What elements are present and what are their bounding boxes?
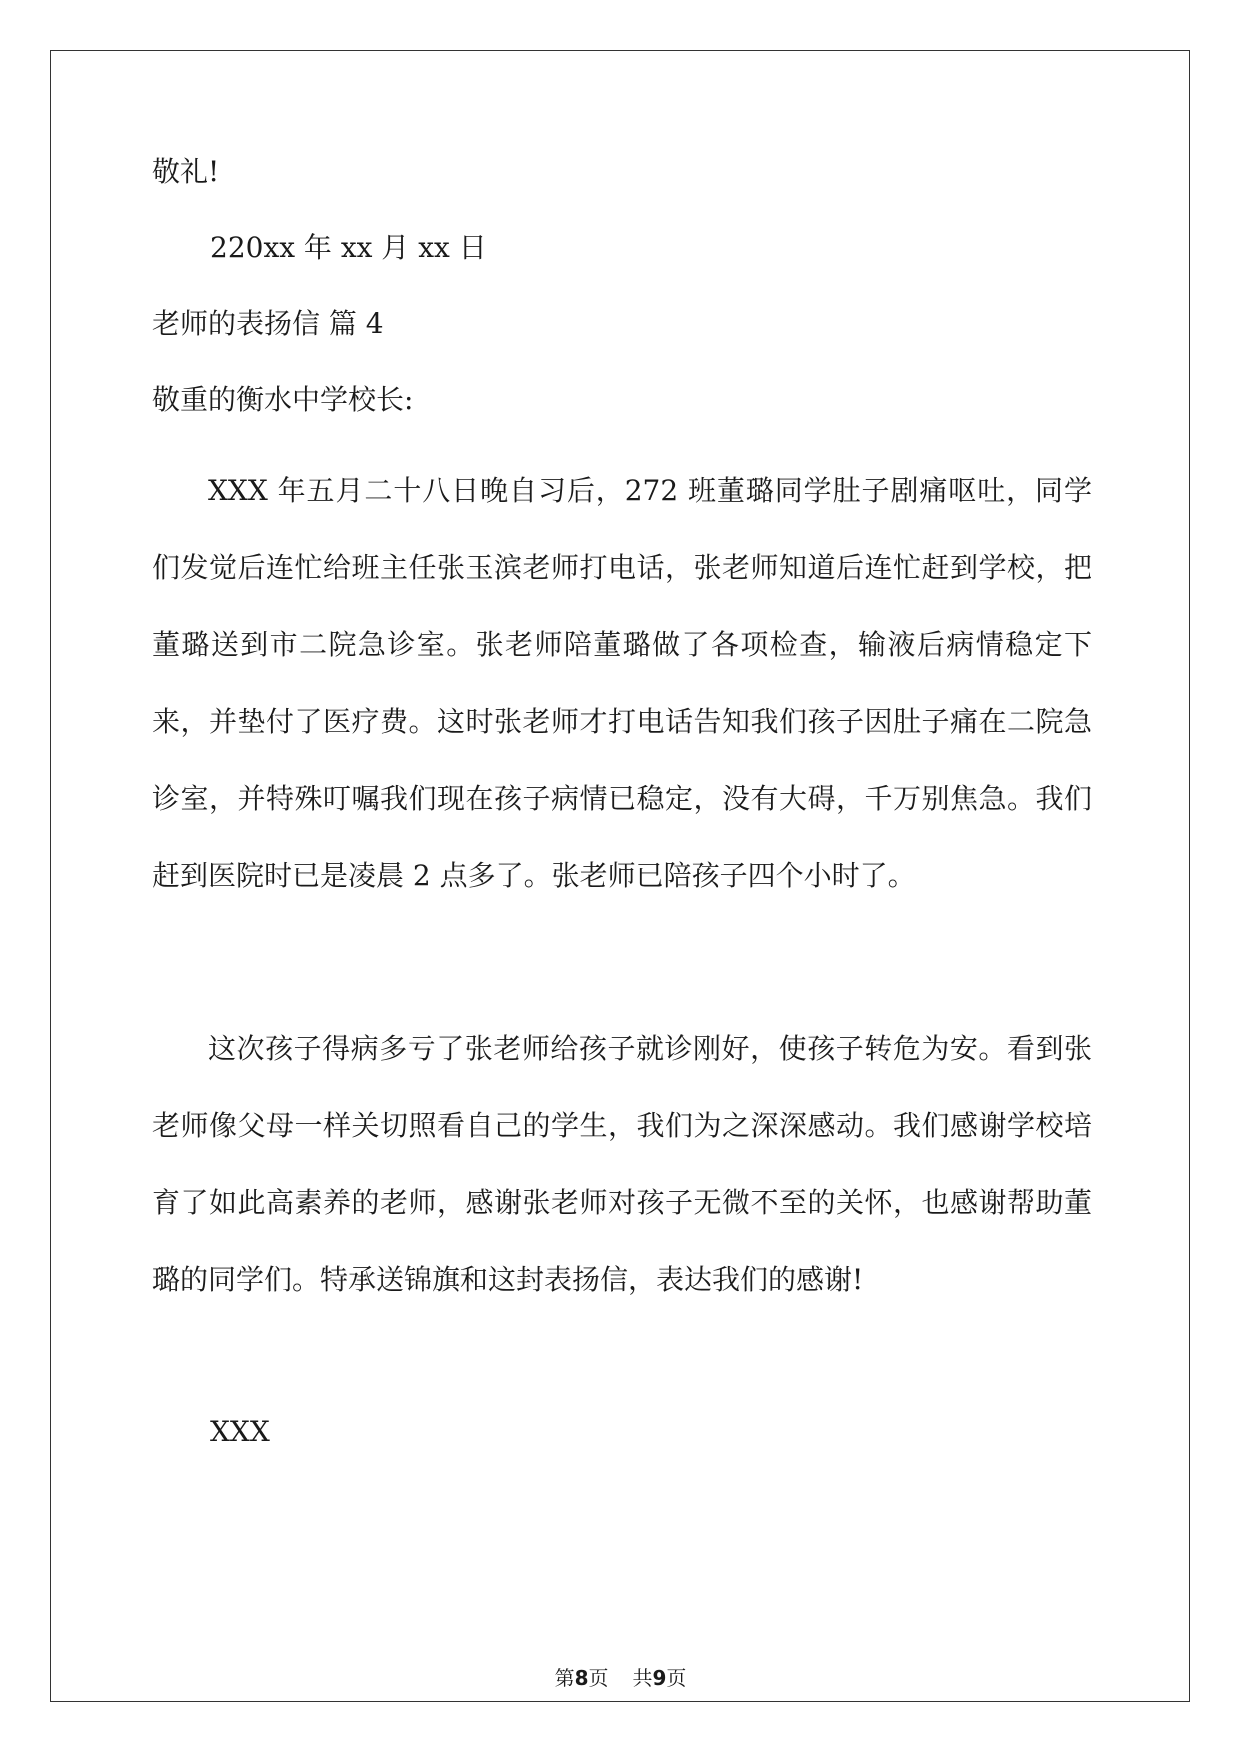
footer-total-suffix: 页 bbox=[666, 1666, 687, 1690]
footer-prefix: 第 bbox=[554, 1666, 575, 1690]
total-page-number: 9 bbox=[652, 1666, 667, 1690]
page-footer bbox=[0, 1666, 1241, 1690]
body-paragraph-1: XXX 年五月二十八日晚自习后，272 班董璐同学肚子剧痛呕吐，同学们发觉后连忙给班主任张玉滨老师打电话，张老师知道后连忙赶到学校，把董璐送到市二院急诊室。张老师陪董璐做了各项检查，输液后病情稳定下来，并垫付了医疗费。这时张老师才打电话告知我们孩子因肚子痛在二院急诊室，并特殊叮嘱我们现在孩子病情已稳定，没有大碍，千万别焦急。我们赶到医院时已是凌晨 2 点多了。张老师已陪孩子四个小时了。 bbox=[152, 474, 1092, 892]
footer-total-prefix: 共 bbox=[632, 1666, 653, 1690]
salutation-line: 敬重的衡水中学校长: bbox=[152, 383, 414, 416]
signature-line: XXX bbox=[210, 1415, 270, 1448]
date-line: 220xx 年 xx 月 xx 日 bbox=[210, 231, 487, 264]
closing-line: 敬礼! bbox=[152, 155, 220, 188]
footer-page-suffix: 页 bbox=[588, 1666, 609, 1690]
current-page-number: 8 bbox=[574, 1666, 589, 1690]
section-title: 老师的表扬信 篇 4 bbox=[152, 307, 384, 340]
body-paragraph-2: 这次孩子得病多亏了张老师给孩子就诊刚好，使孩子转危为安。看到张老师像父母一样关切照看自己的学生，我们为之深深感动。我们感谢学校培育了如此高素养的老师，感谢张老师对孩子无微不至的关怀，也感谢帮助董璐的同学们。特承送锦旗和这封表扬信，表达我们的感谢! bbox=[152, 1032, 1092, 1296]
